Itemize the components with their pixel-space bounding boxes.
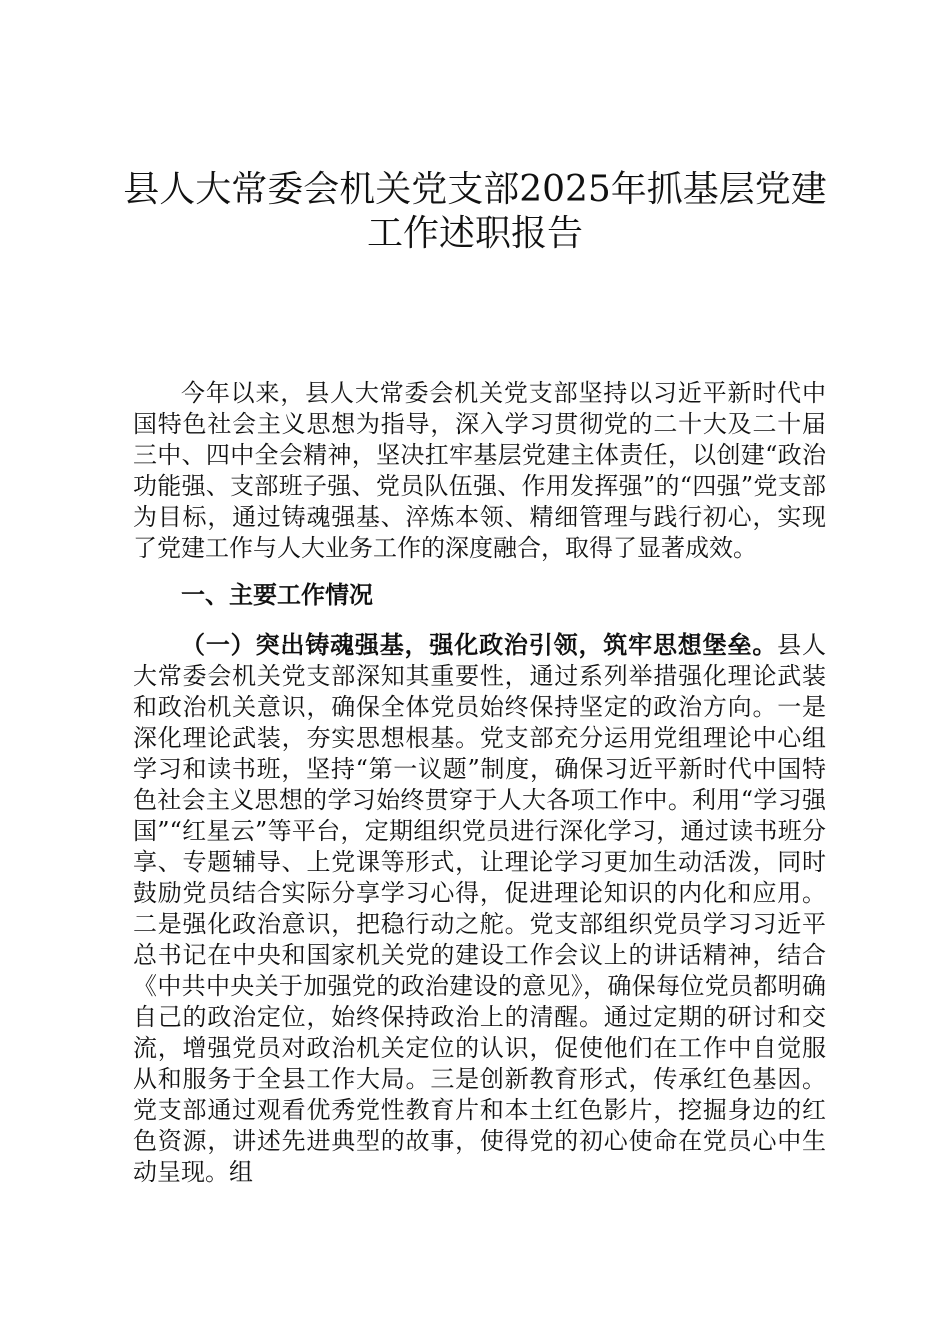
document-title [120, 168, 830, 256]
subsection-heading: （一）突出铸魂强基，强化政治引领，筑牢思想堡垒。 [181, 630, 778, 659]
title-line-2: 工作述职报告 [366, 213, 583, 254]
subsection-paragraph [133, 629, 826, 1188]
intro-paragraph: 今年以来，县人大常委会机关党支部坚持以习近平新时代中国特色社会主义思想为指导，深入学习贯彻党的二十大及二十届三中、四中全会精神，坚决扛牢基层党建主体责任，以创建“政治功能强、支部班子强、党员队伍强、作用发挥强”的“四强”党支部为目标，通过铸魂强基、淬炼本领、精细管理与践行初心，实现了党建工作与人大业务工作的深度融合，取得了显著成效。 [133, 379, 826, 562]
subsection-body: 县人大常委会机关党支部深知其重要性，通过系列举措强化理论武装和政治机关意识，确保全体党员始终保持坚定的政治方向。一是深化理论武装，夯实思想根基。党支部充分运用党组理论中心组学习和读书班，坚持“第一议题”制度，确保习近平新时代中国特色社会主义思想的学习始终贯穿于人大各项工作中。利用“学习强国”“红星云”等平台，定期组织党员进行深化学习，通过读书班分享、专题辅导、上党课等形式，让理论学习更加生动活泼，同时鼓励党员结合实际分享学习心得，促进理论知识的内化和应用。二是强化政治意识，把稳行动之舵。党支部组织党员学习习近平总书记在中央和国家机关党的建设工作会议上的讲话精神，结合《中共中央关于加强党的政治建设的意见》，确保每位党员都明确自己的政治定位，始终保持政治上的清醒。通过定期的研讨和交流，增强党员对政治机关定位的认识，促使他们在工作中自觉服从和服务于全县工作大局。三是创新教育形式，传承红色基因。党支部通过观看优秀党性教育片和本土红色影片，挖掘身边的红色资源，讲述先进典型的故事，使得党的初心使命在党员心中生动呈现。组 [133, 631, 827, 1186]
document-body [133, 378, 826, 1188]
title-line-1: 县人大常委会机关党支部2025年抓基层党建 [123, 169, 827, 210]
section-heading: 一、主要工作情况 [181, 581, 373, 609]
